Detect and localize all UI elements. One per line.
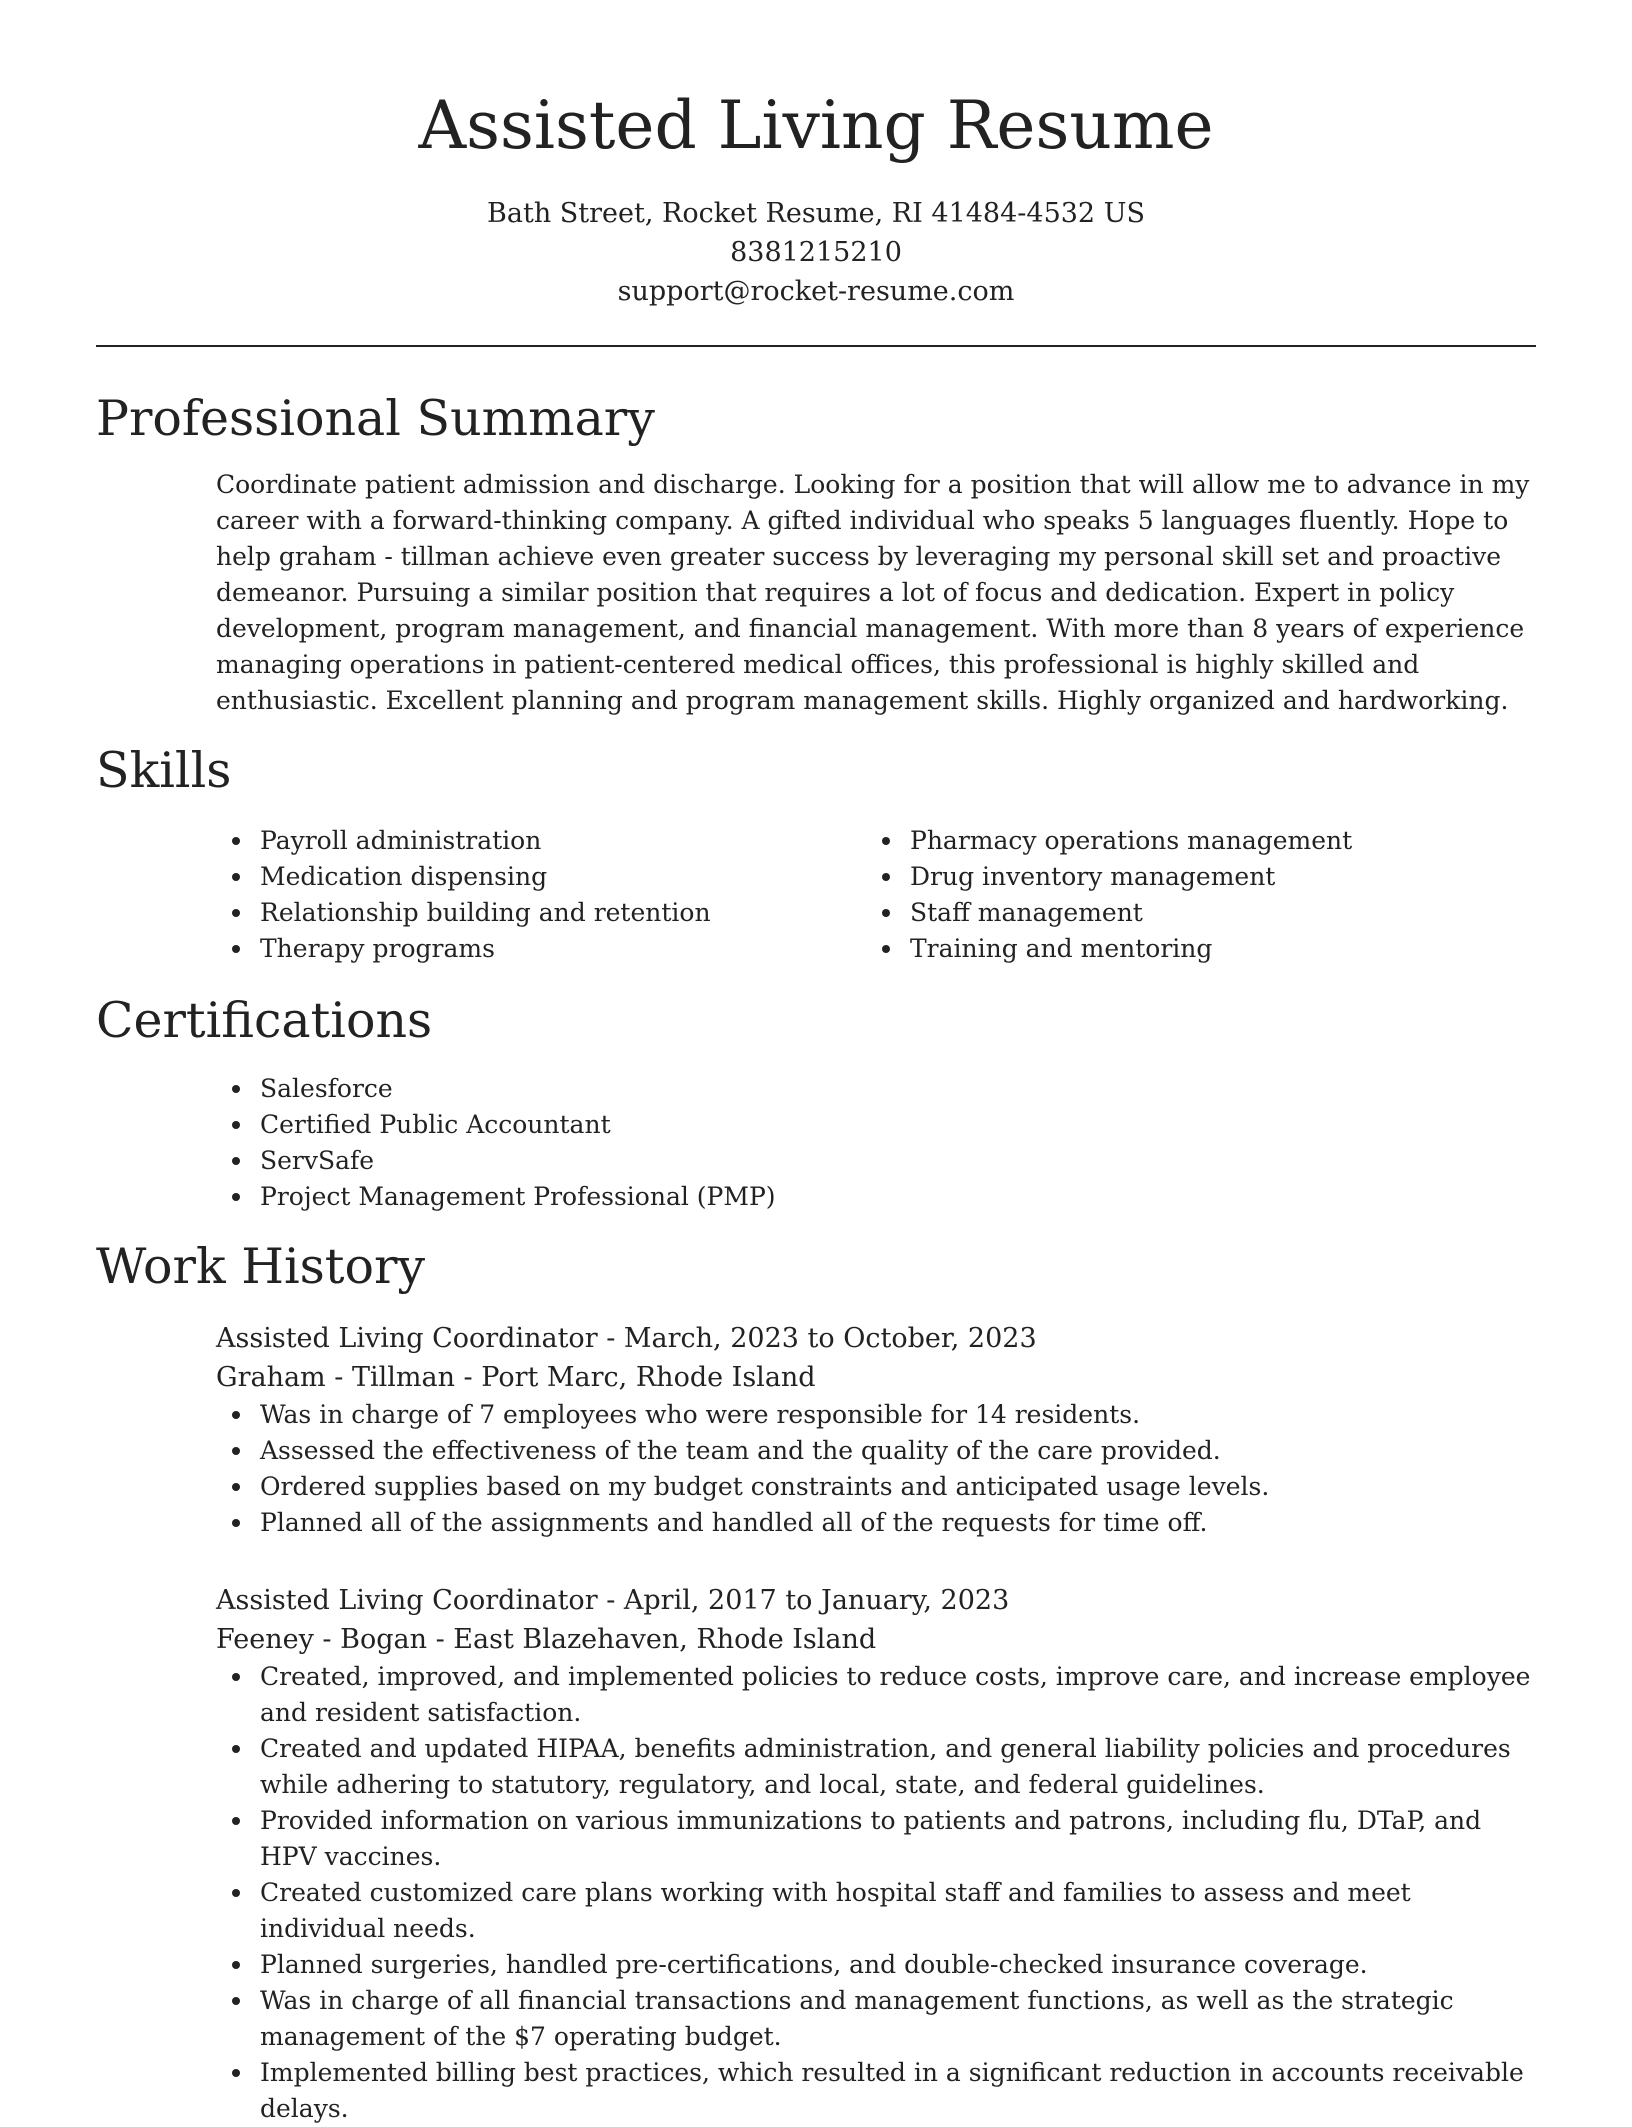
skills-column-left xyxy=(216,823,866,967)
contact-address: Bath Street, Rocket Resume, RI 41484-4532 US xyxy=(487,198,1145,229)
job-title-line xyxy=(216,1581,1536,1620)
job-location: - Port Marc, Rhode Island xyxy=(454,1362,816,1393)
skill-item: Payroll administration xyxy=(216,823,866,859)
job-title: Assisted Living Coordinator xyxy=(216,1585,598,1616)
resume-header xyxy=(96,0,1536,311)
certification-item: Salesforce xyxy=(216,1071,1536,1107)
job-duty: Was in charge of 7 employees who were responsible for 14 residents. xyxy=(216,1397,1536,1433)
job-company-line xyxy=(216,1620,1536,1659)
work-history-heading: Work History xyxy=(96,1238,426,1295)
job-duty: Implemented billing best practices, which resulted in a significant reduction in accounts receivable delays. xyxy=(216,2055,1536,2127)
job-duty: Provided information on various immunizations to patients and patrons, including flu, DTaP, and HPV vaccines. xyxy=(216,1803,1536,1875)
skill-item: Relationship building and retention xyxy=(216,895,866,931)
skill-item: Training and mentoring xyxy=(866,931,1516,967)
summary-text: Coordinate patient admission and discharge. Looking for a position that will allow me to advance in my career with a forward-thinking company. A gifted individual who speaks 5 languages fluently. Hope to help graham - tillman achieve even greater success by leveraging my personal skill set and proactive demeanor. Pursuing a similar position that requires a lot of focus and dedication. Expert in policy development, program management, and financial management. With more than 8 years of experience managing operations in patient-centered medical offices, this professional is highly skilled and enthusiastic. Excellent planning and program management skills. Highly organized and hardworking. xyxy=(216,470,1530,715)
skill-item: Medication dispensing xyxy=(216,859,866,895)
job-duties xyxy=(216,1659,1536,2127)
job-company: Graham - Tillman xyxy=(216,1362,455,1393)
certification-item: Certified Public Accountant xyxy=(216,1107,1536,1143)
job-duty: Assessed the effectiveness of the team and the quality of the care provided. xyxy=(216,1433,1536,1469)
job-duty: Created and updated HIPAA, benefits administration, and general liability policies and procedures while adhering to statutory, regulatory, and local, state, and federal guidelines. xyxy=(216,1731,1536,1803)
job-duty: Created, improved, and implemented policies to reduce costs, improve care, and increase employee and resident satisfaction. xyxy=(216,1659,1536,1731)
job-dates: - April, 2017 to January, 2023 xyxy=(597,1585,1010,1616)
job-duty: Was in charge of all financial transactions and management functions, as well as the strategic management of the $7 operating budget. xyxy=(216,1983,1536,2055)
skills-heading: Skills xyxy=(96,742,232,799)
job-entry xyxy=(216,1319,1536,1541)
contact-block xyxy=(96,194,1536,311)
job-duty: Created customized care plans working with hospital staff and families to assess and meet individual needs. xyxy=(216,1875,1536,1947)
job-duty: Planned all of the assignments and handled all of the requests for time off. xyxy=(216,1505,1536,1541)
skill-item: Pharmacy operations management xyxy=(866,823,1516,859)
summary-heading: Professional Summary xyxy=(96,390,655,447)
skill-item: Therapy programs xyxy=(216,931,866,967)
certifications-list xyxy=(216,1071,1536,1215)
skill-item: Staff management xyxy=(866,895,1516,931)
job-location: - East Blazehaven, Rhode Island xyxy=(427,1624,877,1655)
contact-email: support@rocket-resume.com xyxy=(617,276,1015,307)
skill-item: Drug inventory management xyxy=(866,859,1516,895)
skills-grid xyxy=(216,823,1536,967)
contact-phone: 8381215210 xyxy=(730,237,902,268)
job-company-line xyxy=(216,1358,1536,1397)
certification-item: Project Management Professional (PMP) xyxy=(216,1179,1536,1215)
job-dates: - March, 2023 to October, 2023 xyxy=(597,1323,1037,1354)
job-title-line xyxy=(216,1319,1536,1358)
certification-item: ServSafe xyxy=(216,1143,1536,1179)
certifications-heading: Certifications xyxy=(96,992,433,1049)
job-title: Assisted Living Coordinator xyxy=(216,1323,598,1354)
job-duty: Ordered supplies based on my budget constraints and anticipated usage levels. xyxy=(216,1469,1536,1505)
job-duty: Planned surgeries, handled pre-certifications, and double-checked insurance coverage. xyxy=(216,1947,1536,1983)
header-divider xyxy=(96,345,1536,347)
resume-page xyxy=(96,0,1536,2127)
job-entry xyxy=(216,1581,1536,2127)
resume-title: Assisted Living Resume xyxy=(418,87,1214,164)
job-duties xyxy=(216,1397,1536,1541)
skills-column-right xyxy=(866,823,1516,967)
job-company: Feeney - Bogan xyxy=(216,1624,427,1655)
